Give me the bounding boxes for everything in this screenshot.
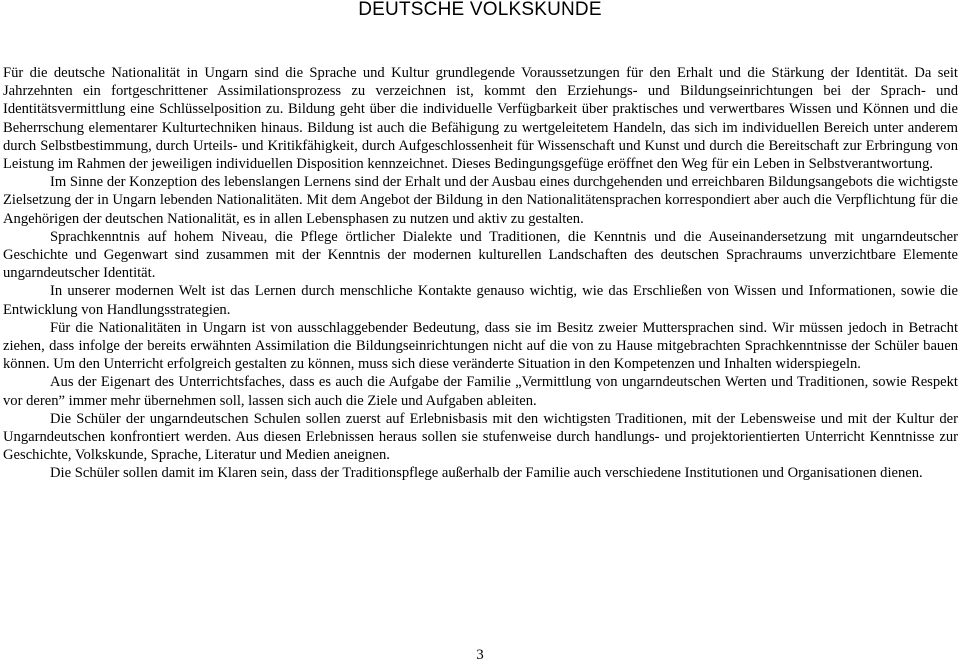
paragraph-2: Im Sinne der Konzeption des lebenslangen Lernens sind der Erhalt und der Ausbau eines durchgehenden und erreichbaren Bildungsangebots die wichtigste Zielsetzung der in Ungarn lebenden Nationalitäten. Mit dem Angebot der Bildung in den Nationalitätensprachen korrespondiert aber auch die Verpflichtung für die Angehörigen der deutschen Nationalität, es in allen Lebensphasen zu nutzen und aktiv zu gestalten. [3,174,958,227]
page-number: 3 [476,647,484,663]
paragraph-1: Für die deutsche Nationalität in Ungarn sind die Sprache und Kultur grundlegende Voraussetzungen für den Erhalt und die Stärkung der Identität. Da seit Jahrzehnten ein fortgeschrittener Assimilationsprozess zu verzeichnen ist, kommt den Erziehungs- und Bildungseinrichtungen bei der Sprach- und Identitätsvermittlung eine Schlüsselposition zu. Bildung geht über die individuelle Verfügbarkeit über praktisches und verwertbares Wissen und Können und die Beherrschung elementarer Kulturtechniken hinaus. Bildung ist auch die Befähigung zu wertgeleitetem Handeln, das sich im individuellen Bereich unter anderem durch Selbstbestimmung, durch Urteils- und Kritikfähigkeit, durch Aufgeschlossenheit für Wissenschaft und Kunst und durch die Bereitschaft zur Erbringung von Leistung im Rahmen der jeweiligen individuellen Disposition kennzeichnet. Dieses Bedingungsgefüge eröffnet den Weg für ein Leben in Selbstverantwortung. [3,65,958,173]
paragraph-4: In unserer modernen Welt ist das Lernen durch menschliche Kontakte genauso wichtig, wie das Erschließen von Wissen und Informationen, sowie die Entwicklung von Handlungsstrategien. [3,283,958,318]
paragraph-6: Aus der Eigenart des Unterrichtsfaches, dass es auch die Aufgabe der Familie „Vermittlung von ungarndeutschen Werten und Traditionen, sowie Respekt vor deren” immer mehr übernehmen soll, lassen sich auch die Ziele und Aufgaben ableiten. [3,374,958,409]
paragraph-3: Sprachkenntnis auf hohem Niveau, die Pflege örtlicher Dialekte und Traditionen, die Kenntnis und die Auseinandersetzung mit ungarndeutscher Geschichte und Gegenwart sind zusammen mit der Kenntnis der modernen kulturellen Landschaften des deutschen Sprachraums unverzichtbare Elemente ungarndeutscher Identität. [3,228,958,282]
paragraph-8: Die Schüler sollen damit im Klaren sein, dass der Traditionspflege außerhalb der Familie auch verschiedene Institutionen und Organisationen dienen. [50,465,923,482]
body-text [3,64,958,483]
paragraph-5: Für die Nationalitäten in Ungarn ist von ausschlaggebender Bedeutung, dass sie im Besitz zweier Muttersprachen sind. Wir müssen jedoch in Betracht ziehen, dass infolge der bereits erwähnten Assimilation die Bildungseinrichtungen nicht auf die von zu Hause mitgebrachten Sprachkenntnisse der Schüler bauen können. Um den Unterricht erfolgreich gestalten zu können, muss sich diese veränderte Situation in den Kompetenzen und Inhalten widerspiegeln. [3,319,958,373]
page-title: DEUTSCHE VOLKSKUNDE [358,0,602,20]
paragraph-7: Die Schüler der ungarndeutschen Schulen sollen zuerst auf Erlebnisbasis mit den wichtigsten Traditionen, mit der Lebensweise und mit der Kultur der Ungarndeutschen konfrontiert werden. Aus diesen Erlebnissen heraus sollen sie stufenweise durch handlungs- und projektorientierten Unterricht Kenntnisse zur Geschichte, Volkskunde, Sprache, Literatur und Medien aneignen. [3,410,958,464]
